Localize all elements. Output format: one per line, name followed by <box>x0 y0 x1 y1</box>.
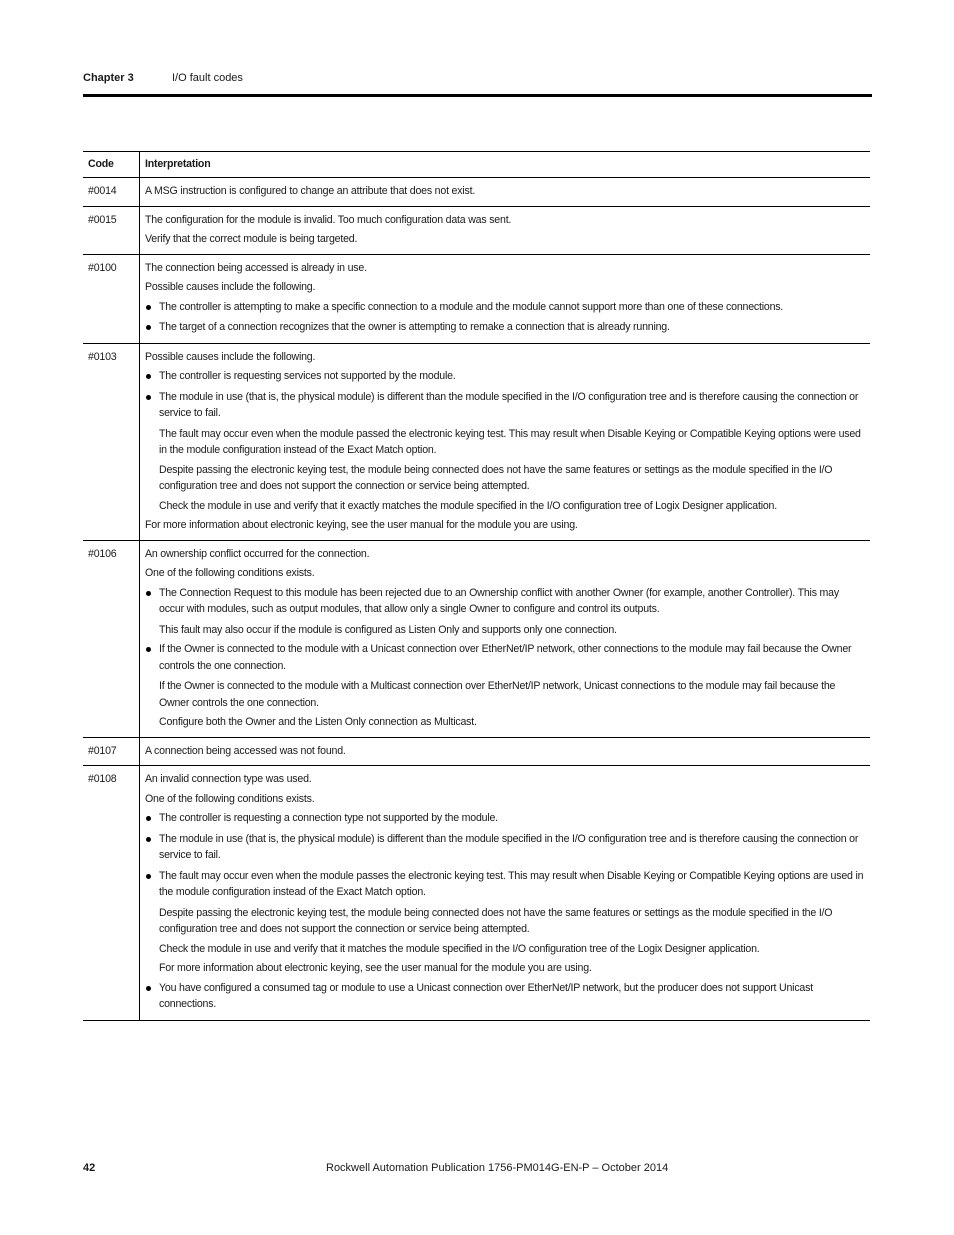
paragraph: An invalid connection type was used. <box>145 773 312 785</box>
section-title: I/O fault codes <box>172 72 243 84</box>
table-row <box>83 206 870 254</box>
fault-interpretation <box>140 206 871 254</box>
bullet-item: The Connection Request to this module has been rejected due to an Ownership conflict with another Owner (for example, another Controller). This may occur with modules, such as output modules, that allow only a single Owner to configure and control its outputs. <box>145 585 866 618</box>
bullet-item: You have configured a consumed tag or module to use a Unicast connection over EtherNet/IP network, but the producer does not support Unicast connections. <box>145 980 866 1013</box>
bullet-item: The controller is requesting a connection type not supported by the module. <box>145 810 866 827</box>
paragraph: If the Owner is connected to the module with a Multicast connection over EtherNet/IP network, Unicast connections to the module may fail because the Owner controls the one connection. <box>159 680 836 709</box>
paragraph: Despite passing the electronic keying test, the module being connected does not have the same features or settings as the module specified in the I/O configuration tree and does not support the connection or service being attempted. <box>159 463 833 492</box>
page-header <box>83 70 872 97</box>
fault-code: #0015 <box>83 206 140 254</box>
paragraph: Possible causes include the following. <box>145 281 316 293</box>
paragraph: Possible causes include the following. <box>145 350 316 363</box>
fault-code: #0014 <box>83 178 140 207</box>
paragraph: The fault may occur even when the module passed the electronic keying test. This may result when Disable Keying or Compatible Keying options were used in the module configuration instead of the Exact Match option. <box>159 427 861 456</box>
fault-interpretation <box>140 766 871 1021</box>
fault-code: #0103 <box>83 343 140 540</box>
fault-interpretation <box>140 254 871 343</box>
paragraph: An ownership conflict occurred for the connection. <box>145 547 370 560</box>
paragraph: For more information about electronic keying, see the user manual for the module you are using. <box>159 962 592 974</box>
bullet-item: The module in use (that is, the physical module) is different than the module specified in the I/O configuration tree and is therefore causing the connection or service to fail. <box>145 389 866 422</box>
bullet-item: The target of a connection recognizes that the owner is attempting to remake a connection that is already running. <box>145 319 866 336</box>
fault-interpretation <box>140 178 871 207</box>
paragraph: A connection being accessed was not found. <box>145 744 346 757</box>
paragraph: For more information about electronic keying, see the user manual for the module you are using. <box>145 519 578 531</box>
fault-code: #0108 <box>83 766 140 1021</box>
table-header-row <box>83 152 870 178</box>
paragraph: One of the following conditions exists. <box>145 792 315 805</box>
table-row <box>83 178 870 207</box>
publication-info: Rockwell Automation Publication 1756-PM014G-EN-P – October 2014 <box>326 1162 669 1174</box>
fault-code-table <box>83 151 870 1021</box>
bullet-item: If the Owner is connected to the module with a Unicast connection over EtherNet/IP network, other connections to the module may fail because the Owner controls the one connection. <box>145 641 866 674</box>
fault-code: #0107 <box>83 737 140 766</box>
column-header-code: Code <box>83 152 140 178</box>
fault-code: #0106 <box>83 540 140 737</box>
paragraph: Configure both the Owner and the Listen Only connection as Multicast. <box>159 716 477 728</box>
paragraph: The connection being accessed is already in use. <box>145 261 367 274</box>
fault-interpretation <box>140 737 871 766</box>
fault-code: #0100 <box>83 254 140 343</box>
fault-interpretation <box>140 540 871 737</box>
bullet-item: The module in use (that is, the physical module) is different than the module specified in the I/O configuration tree and is therefore causing the connection or service to fail. <box>145 831 866 864</box>
paragraph: A MSG instruction is configured to change an attribute that does not exist. <box>145 185 476 197</box>
bullet-item: The controller is attempting to make a specific connection to a module and the module cannot support more than one of these connections. <box>145 299 866 316</box>
column-header-interpretation: Interpretation <box>140 152 871 178</box>
paragraph: Verify that the correct module is being targeted. <box>145 233 358 245</box>
paragraph: This fault may also occur if the module is configured as Listen Only and supports only one connection. <box>159 623 617 636</box>
paragraph: Check the module in use and verify that it exactly matches the module specified in the I/O configuration tree of Logix Designer application. <box>159 499 777 512</box>
paragraph: Check the module in use and verify that it matches the module specified in the I/O configuration tree of the Logix Designer application. <box>159 942 760 955</box>
table-row <box>83 254 870 343</box>
table-row <box>83 766 870 1021</box>
paragraph: One of the following conditions exists. <box>145 567 315 579</box>
paragraph: The configuration for the module is invalid. Too much configuration data was sent. <box>145 213 512 226</box>
paragraph: Despite passing the electronic keying test, the module being connected does not have the same features or settings as the module specified in the I/O configuration tree and does not support the connection or service being attempted. <box>159 906 833 935</box>
bullet-item: The fault may occur even when the module passes the electronic keying test. This may result when Disable Keying or Compatible Keying options are used in the module configuration instead of the Exact Match option. <box>145 868 866 901</box>
page-number: 42 <box>83 1162 96 1174</box>
table-row <box>83 540 870 737</box>
table-row <box>83 343 870 540</box>
chapter-label: Chapter 3 <box>83 72 134 84</box>
fault-interpretation <box>140 343 871 540</box>
table-row <box>83 737 870 766</box>
bullet-item: The controller is requesting services not supported by the module. <box>145 368 866 385</box>
